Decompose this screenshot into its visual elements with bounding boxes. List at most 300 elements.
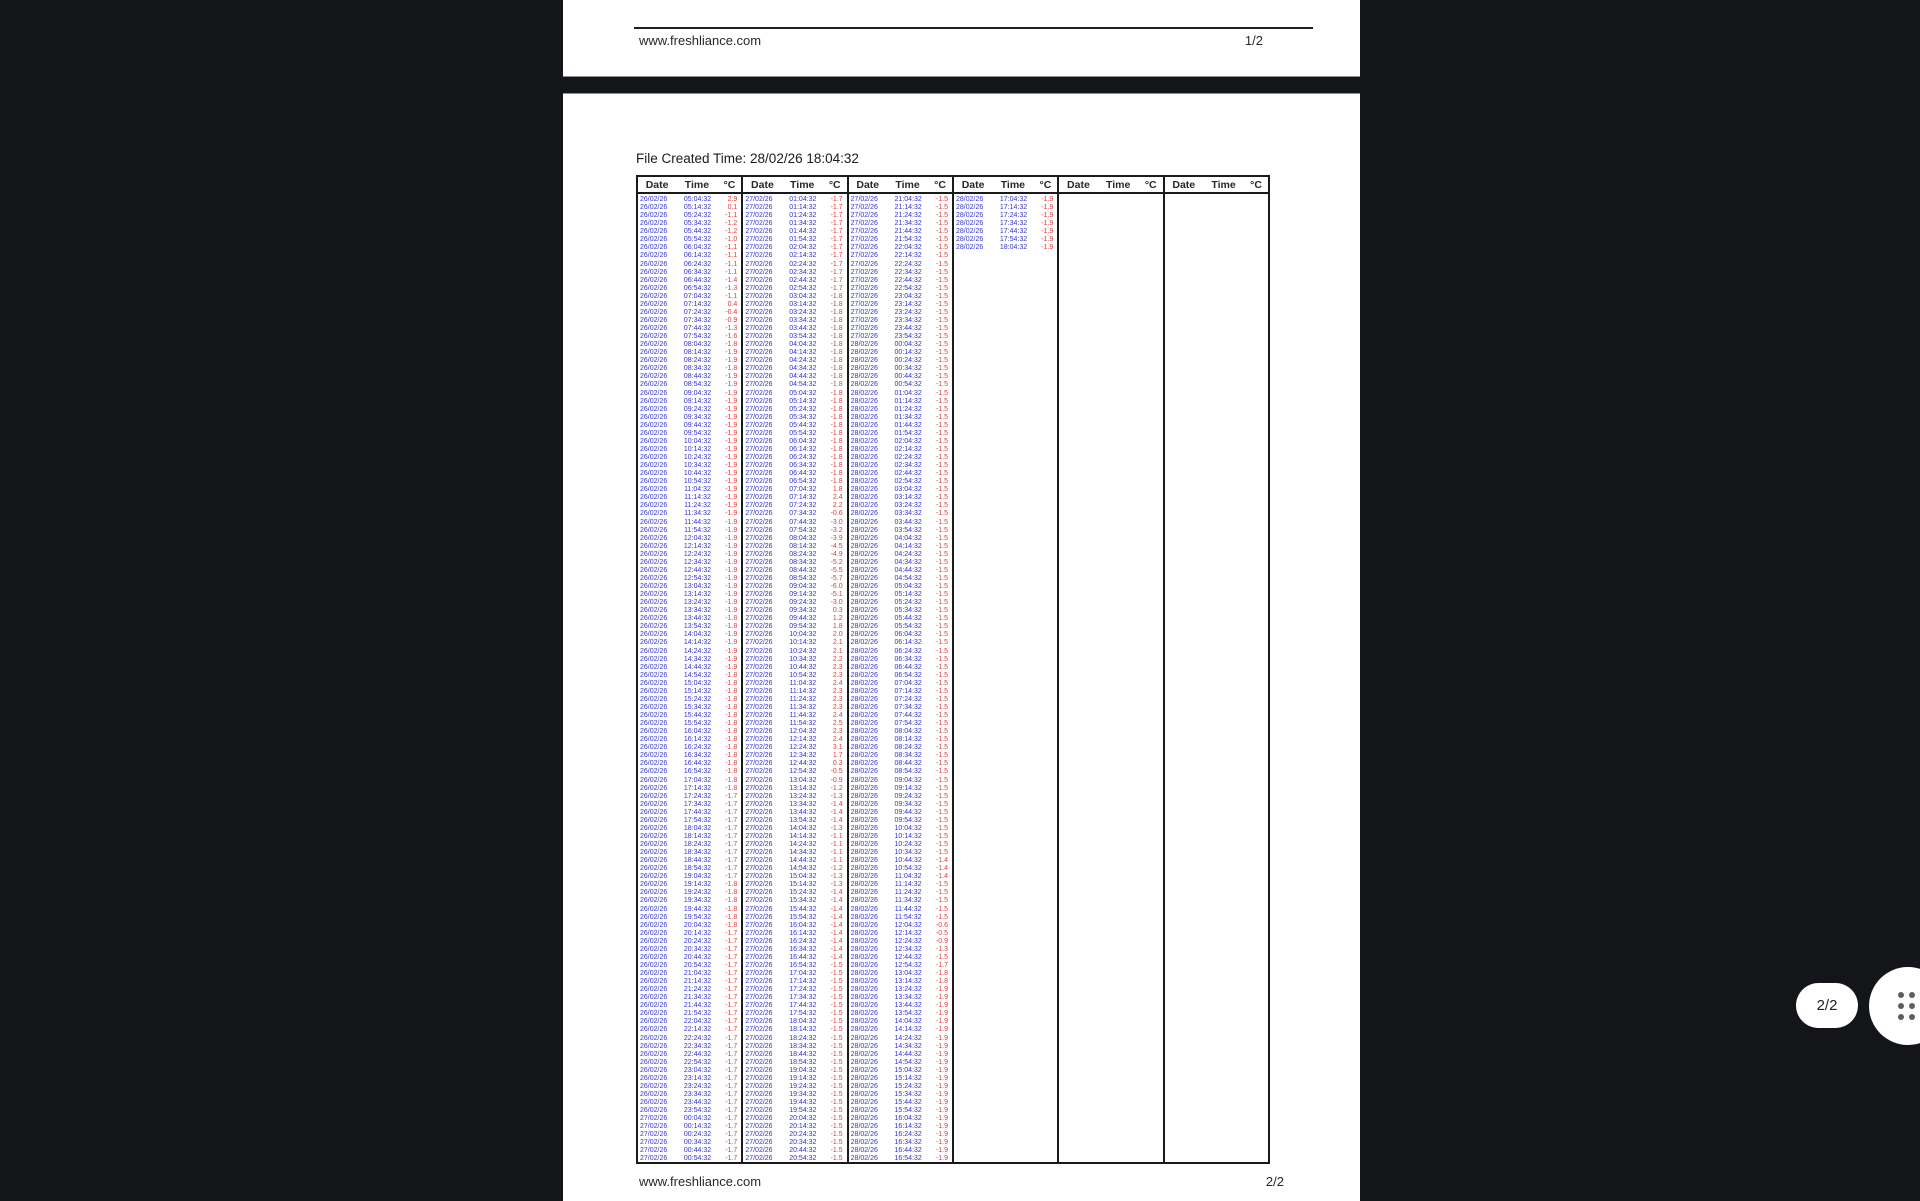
cell-time: 10:54:32	[894, 865, 922, 873]
table-row	[849, 535, 952, 543]
table-row	[638, 768, 741, 776]
table-row	[743, 938, 846, 946]
cell-time: 12:04:32	[683, 534, 712, 542]
cell-time: 10:44:32	[683, 470, 712, 478]
cell-temperature: 2.3	[832, 687, 843, 695]
cell-time: 12:04:32	[894, 921, 922, 929]
cell-time: 14:34:32	[789, 849, 817, 857]
table-row	[849, 986, 952, 994]
cell-temperature: -1.7	[830, 252, 843, 260]
cell-date: 28/02/26	[955, 236, 984, 244]
table-row	[743, 317, 846, 325]
cell-temperature: -1.8	[725, 720, 738, 728]
cell-date: 27/02/26	[745, 897, 773, 905]
cell-date: 26/02/26	[640, 583, 668, 591]
table-row	[638, 470, 741, 478]
cell-date: 28/02/26	[850, 970, 878, 978]
cell-temperature: -1.9	[935, 1082, 948, 1090]
cell-time: 18:14:32	[789, 1026, 817, 1034]
cell-time: 07:14:32	[894, 687, 922, 695]
cell-date: 27/02/26	[850, 220, 878, 228]
table-row	[743, 970, 846, 978]
table-row	[638, 1099, 741, 1107]
cell-time: 08:14:32	[789, 542, 817, 550]
cell-time: 06:14:32	[683, 252, 712, 260]
cell-temperature: -1.7	[725, 857, 738, 865]
cell-temperature: -1.5	[935, 470, 948, 478]
cell-temperature: -1.5	[935, 437, 948, 445]
cell-time: 13:34:32	[894, 994, 922, 1002]
cell-time: 04:14:32	[789, 349, 817, 357]
cell-date: 28/02/26	[850, 607, 878, 615]
cell-temperature: -1.1	[725, 252, 738, 260]
cell-date: 27/02/26	[745, 389, 773, 397]
cell-temperature: -1.5	[830, 994, 843, 1002]
cell-time: 18:44:32	[683, 857, 712, 865]
table-row	[638, 535, 741, 543]
cell-temperature: -1.5	[935, 953, 948, 961]
cell-temperature: -1.8	[830, 462, 843, 470]
cell-temperature: -0.4	[725, 308, 738, 316]
table-row	[638, 865, 741, 873]
cell-time: 00:24:32	[683, 1131, 712, 1139]
cell-temperature: -1.5	[935, 252, 948, 260]
table-row	[743, 422, 846, 430]
cell-date: 28/02/26	[850, 1082, 878, 1090]
cell-temperature: -1.9	[935, 1018, 948, 1026]
cell-temperature: -1.5	[935, 663, 948, 671]
cell-temperature: 2.9	[727, 196, 738, 204]
table-row	[849, 519, 952, 527]
cell-time: 00:54:32	[894, 381, 922, 389]
cell-date: 26/02/26	[640, 1099, 668, 1107]
cell-temperature: -1.9	[725, 566, 738, 574]
table-column-body	[849, 194, 952, 1164]
cell-time: 11:24:32	[789, 695, 817, 703]
cell-date: 27/02/26	[745, 510, 773, 518]
table-row	[638, 422, 741, 430]
cell-time: 17:54:32	[999, 236, 1028, 244]
cell-date: 26/02/26	[640, 341, 668, 349]
table-row	[743, 728, 846, 736]
cell-date: 27/02/26	[745, 341, 773, 349]
cell-time: 15:34:32	[789, 897, 817, 905]
cell-temperature: -1.8	[830, 478, 843, 486]
cell-time: 03:34:32	[789, 316, 817, 324]
cell-time: 04:54:32	[789, 381, 817, 389]
cell-temperature: -1.5	[935, 381, 948, 389]
cell-date: 28/02/26	[850, 631, 878, 639]
cell-time: 23:14:32	[683, 1074, 712, 1082]
cell-temperature: -1.8	[725, 768, 738, 776]
cell-temperature: -1.7	[830, 212, 843, 220]
table-row	[638, 1115, 741, 1123]
table-row	[849, 1002, 952, 1010]
table-row	[638, 962, 741, 970]
cell-time: 09:54:32	[789, 623, 817, 631]
table-row	[638, 994, 741, 1002]
table-row	[849, 333, 952, 341]
table-row	[849, 978, 952, 986]
cell-time: 22:24:32	[894, 260, 922, 268]
cell-temperature: -1.7	[830, 228, 843, 236]
cell-date: 26/02/26	[640, 462, 668, 470]
cell-time: 22:04:32	[683, 1018, 712, 1026]
cell-temperature: -1.8	[830, 445, 843, 453]
table-row	[849, 486, 952, 494]
cell-temperature: -1.5	[935, 558, 948, 566]
table-row	[849, 623, 952, 631]
cell-time: 20:14:32	[683, 929, 712, 937]
cell-date: 27/02/26	[745, 776, 773, 784]
cell-temperature: -0.6	[830, 510, 843, 518]
cell-date: 27/02/26	[850, 300, 878, 308]
cell-time: 14:04:32	[894, 1018, 922, 1026]
table-row	[849, 599, 952, 607]
cell-temperature: -1.9	[725, 405, 738, 413]
cell-time: 15:04:32	[683, 679, 712, 687]
cell-time: 18:04:32	[789, 1018, 817, 1026]
cell-temperature: -1.9	[725, 357, 738, 365]
table-row	[743, 768, 846, 776]
cell-date: 28/02/26	[850, 373, 878, 381]
table-row	[743, 857, 846, 865]
cell-time: 16:24:32	[683, 744, 712, 752]
cell-date: 28/02/26	[850, 397, 878, 405]
page-indicator-pill[interactable]	[1796, 983, 1858, 1028]
table-row	[638, 1155, 741, 1163]
table-row	[743, 470, 846, 478]
table-row	[743, 309, 846, 317]
cell-time: 16:24:32	[894, 1131, 922, 1139]
cell-temperature: -1.4	[830, 808, 843, 816]
cell-date: 27/02/26	[850, 333, 878, 341]
table-row	[638, 1123, 741, 1131]
cell-date: 27/02/26	[745, 1131, 773, 1139]
cell-temperature: -1.5	[935, 445, 948, 453]
cell-temperature: -1.5	[935, 623, 948, 631]
cell-temperature: -1.5	[935, 341, 948, 349]
cell-date: 26/02/26	[640, 1082, 668, 1090]
cell-date: 26/02/26	[640, 679, 668, 687]
cell-temperature: -0.9	[830, 776, 843, 784]
cell-date: 27/02/26	[745, 397, 773, 405]
cell-time: 10:54:32	[683, 478, 712, 486]
table-row	[638, 381, 741, 389]
cell-temperature: -1.7	[725, 1131, 738, 1139]
cell-time: 13:14:32	[894, 978, 922, 986]
table-row	[638, 398, 741, 406]
table-row	[638, 414, 741, 422]
cell-date: 27/02/26	[745, 421, 773, 429]
cell-temperature: -1.8	[725, 695, 738, 703]
cell-date: 27/02/26	[640, 1123, 668, 1131]
cell-date: 27/02/26	[745, 1090, 773, 1098]
cell-temperature: -1.9	[725, 397, 738, 405]
cell-temperature: -1.5	[935, 518, 948, 526]
table-row	[849, 1107, 952, 1115]
cell-temperature: 2.3	[832, 671, 843, 679]
table-row	[743, 220, 846, 228]
table-row	[638, 204, 741, 212]
cell-date: 26/02/26	[640, 953, 668, 961]
cell-date: 26/02/26	[640, 550, 668, 558]
cell-date: 26/02/26	[640, 792, 668, 800]
cell-time: 15:44:32	[683, 712, 712, 720]
cell-temperature: -1.5	[935, 397, 948, 405]
cell-date: 28/02/26	[850, 671, 878, 679]
cell-time: 03:54:32	[789, 333, 817, 341]
cell-time: 17:54:32	[789, 1010, 817, 1018]
table-row	[638, 543, 741, 551]
cell-temperature: -1.7	[830, 244, 843, 252]
cell-date: 26/02/26	[640, 703, 668, 711]
cell-temperature: -1.7	[725, 929, 738, 937]
cell-temperature: -1.9	[935, 1115, 948, 1123]
cell-time: 16:34:32	[789, 945, 817, 953]
table-row	[743, 373, 846, 381]
table-row	[638, 333, 741, 341]
cell-temperature: -1.1	[725, 260, 738, 268]
cell-date: 28/02/26	[850, 478, 878, 486]
cell-time: 06:24:32	[683, 260, 712, 268]
table-row	[743, 1139, 846, 1147]
cell-date: 27/02/26	[745, 760, 773, 768]
table-row	[849, 728, 952, 736]
cell-temperature: -1.8	[725, 881, 738, 889]
table-row	[638, 648, 741, 656]
cell-time: 16:14:32	[894, 1123, 922, 1131]
cell-temperature: -1.8	[725, 752, 738, 760]
cell-date: 27/02/26	[745, 1123, 773, 1131]
table-row	[743, 1002, 846, 1010]
cell-date: 27/02/26	[745, 1147, 773, 1155]
cell-time: 13:54:32	[789, 816, 817, 824]
cell-time: 17:24:32	[789, 986, 817, 994]
cell-time: 16:44:32	[683, 760, 712, 768]
cell-time: 11:34:32	[894, 897, 922, 905]
cell-temperature: -1.8	[725, 784, 738, 792]
cell-date: 26/02/26	[640, 824, 668, 832]
cell-date: 28/02/26	[850, 953, 878, 961]
cell-time: 06:24:32	[894, 647, 922, 655]
table-row	[849, 349, 952, 357]
cell-date: 28/02/26	[850, 1131, 878, 1139]
cell-time: 19:14:32	[683, 881, 712, 889]
table-row	[743, 269, 846, 277]
table-row	[849, 470, 952, 478]
table-row	[638, 680, 741, 688]
cell-date: 28/02/26	[850, 841, 878, 849]
cell-time: 02:24:32	[789, 260, 817, 268]
cell-time: 12:44:32	[683, 566, 712, 574]
table-row	[638, 946, 741, 954]
table-row	[743, 760, 846, 768]
cell-time: 05:54:32	[683, 236, 712, 244]
cell-date: 27/02/26	[745, 703, 773, 711]
table-row	[849, 261, 952, 269]
cell-temperature: -1.5	[935, 268, 948, 276]
cell-date: 27/02/26	[745, 1010, 773, 1018]
table-row	[849, 212, 952, 220]
cell-temperature: -1.4	[830, 945, 843, 953]
table-row	[743, 543, 846, 551]
table-row	[743, 712, 846, 720]
table-row	[849, 720, 952, 728]
cell-date: 27/02/26	[745, 212, 773, 220]
cell-temperature: -1.9	[935, 1058, 948, 1066]
cell-date: 27/02/26	[640, 1139, 668, 1147]
table-row	[743, 978, 846, 986]
cell-time: 16:34:32	[894, 1139, 922, 1147]
cell-time: 08:14:32	[894, 736, 922, 744]
table-column-group	[1057, 177, 1162, 1162]
cell-temperature: -1.5	[830, 1131, 843, 1139]
table-row	[743, 1107, 846, 1115]
cell-date: 28/02/26	[850, 1002, 878, 1010]
table-row	[849, 768, 952, 776]
cell-date: 26/02/26	[640, 905, 668, 913]
cell-temperature: -1.9	[725, 429, 738, 437]
cell-date: 26/02/26	[640, 502, 668, 510]
cell-date: 28/02/26	[850, 550, 878, 558]
cell-time: 09:44:32	[894, 808, 922, 816]
cell-temperature: -1.8	[725, 679, 738, 687]
table-row	[638, 906, 741, 914]
cell-temperature: -1.8	[830, 381, 843, 389]
cell-time: 13:34:32	[683, 607, 712, 615]
table-row	[849, 801, 952, 809]
cell-date: 27/02/26	[640, 1131, 668, 1139]
table-column-group	[952, 177, 1057, 1162]
cell-date: 28/02/26	[850, 792, 878, 800]
cell-time: 13:04:32	[683, 583, 712, 591]
cell-time: 18:04:32	[999, 244, 1028, 252]
cell-date: 28/02/26	[850, 1139, 878, 1147]
cell-date: 27/02/26	[745, 1107, 773, 1115]
cell-temperature: -1.9	[725, 510, 738, 518]
log-table	[636, 175, 1270, 1164]
table-row	[849, 1059, 952, 1067]
cell-date: 28/02/26	[850, 1058, 878, 1066]
table-column-body	[1059, 194, 1162, 1162]
cell-temperature: 2.1	[832, 639, 843, 647]
cell-date: 27/02/26	[745, 445, 773, 453]
cell-time: 07:24:32	[683, 308, 712, 316]
cell-temperature: -1.1	[725, 268, 738, 276]
page-indicator-label: 2/2	[1816, 997, 1838, 1014]
cell-date: 28/02/26	[850, 1147, 878, 1155]
table-row	[743, 591, 846, 599]
cell-temperature: -1.4	[830, 921, 843, 929]
table-row	[638, 325, 741, 333]
table-row	[638, 720, 741, 728]
cell-time: 08:34:32	[894, 752, 922, 760]
table-row	[849, 381, 952, 389]
cell-date: 26/02/26	[640, 1090, 668, 1098]
cell-temperature: -1.3	[830, 792, 843, 800]
cell-time: 07:24:32	[894, 695, 922, 703]
cell-time: 17:24:32	[999, 212, 1028, 220]
cell-temperature: -1.7	[725, 1082, 738, 1090]
table-row	[849, 398, 952, 406]
table-row	[743, 365, 846, 373]
cell-temperature: -1.7	[725, 1002, 738, 1010]
cell-time: 13:24:32	[683, 599, 712, 607]
cell-time: 07:54:32	[683, 333, 712, 341]
cell-temperature: -1.7	[725, 961, 738, 969]
cell-date: 28/02/26	[850, 462, 878, 470]
cell-time: 10:14:32	[683, 445, 712, 453]
cell-time: 19:04:32	[789, 1066, 817, 1074]
menu-button[interactable]	[1869, 967, 1920, 1045]
cell-time: 13:14:32	[789, 784, 817, 792]
cell-temperature: -1.5	[935, 542, 948, 550]
cell-date: 28/02/26	[850, 445, 878, 453]
cell-date: 28/02/26	[850, 1042, 878, 1050]
cell-date: 28/02/26	[850, 639, 878, 647]
cell-time: 15:34:32	[894, 1090, 922, 1098]
cell-date: 28/02/26	[850, 800, 878, 808]
cell-temperature: -1.5	[935, 357, 948, 365]
cell-temperature: -1.8	[725, 687, 738, 695]
table-row	[849, 946, 952, 954]
cell-date: 27/02/26	[850, 284, 878, 292]
cell-temperature: -1.7	[725, 824, 738, 832]
cell-date: 28/02/26	[850, 1155, 878, 1163]
cell-temperature: -3.9	[830, 534, 843, 542]
cell-time: 14:34:32	[683, 655, 712, 663]
cell-date: 27/02/26	[745, 1115, 773, 1123]
cell-date: 28/02/26	[850, 341, 878, 349]
cell-date: 27/02/26	[745, 558, 773, 566]
cell-temperature: -1.9	[725, 494, 738, 502]
cell-time: 16:04:32	[789, 921, 817, 929]
cell-time: 17:04:32	[789, 970, 817, 978]
cell-date: 27/02/26	[745, 486, 773, 494]
cell-temperature: -1.8	[725, 736, 738, 744]
cell-temperature: -1.5	[935, 599, 948, 607]
cell-temperature: -1.7	[725, 986, 738, 994]
table-row	[849, 1147, 952, 1155]
cell-date: 27/02/26	[745, 583, 773, 591]
cell-date: 26/02/26	[640, 284, 668, 292]
cell-time: 20:04:32	[683, 921, 712, 929]
table-header-cell: Date	[1067, 178, 1090, 191]
cell-temperature: -1.8	[830, 437, 843, 445]
cell-temperature: 2.3	[832, 663, 843, 671]
table-row	[849, 422, 952, 430]
cell-temperature: 2.5	[832, 720, 843, 728]
cell-temperature: -1.5	[830, 1074, 843, 1082]
cell-time: 05:34:32	[683, 220, 712, 228]
cell-temperature: -1.9	[935, 1010, 948, 1018]
cell-date: 26/02/26	[640, 244, 668, 252]
cell-temperature: -1.1	[830, 857, 843, 865]
table-row	[849, 785, 952, 793]
table-row	[743, 1059, 846, 1067]
cell-temperature: -1.7	[725, 1050, 738, 1058]
cell-date: 28/02/26	[850, 510, 878, 518]
cell-time: 04:14:32	[894, 542, 922, 550]
cell-date: 26/02/26	[640, 1026, 668, 1034]
cell-time: 11:14:32	[684, 494, 711, 502]
cell-date: 28/02/26	[850, 986, 878, 994]
cell-date: 28/02/26	[850, 889, 878, 897]
cell-date: 27/02/26	[745, 357, 773, 365]
table-row	[743, 688, 846, 696]
table-row	[638, 510, 741, 518]
